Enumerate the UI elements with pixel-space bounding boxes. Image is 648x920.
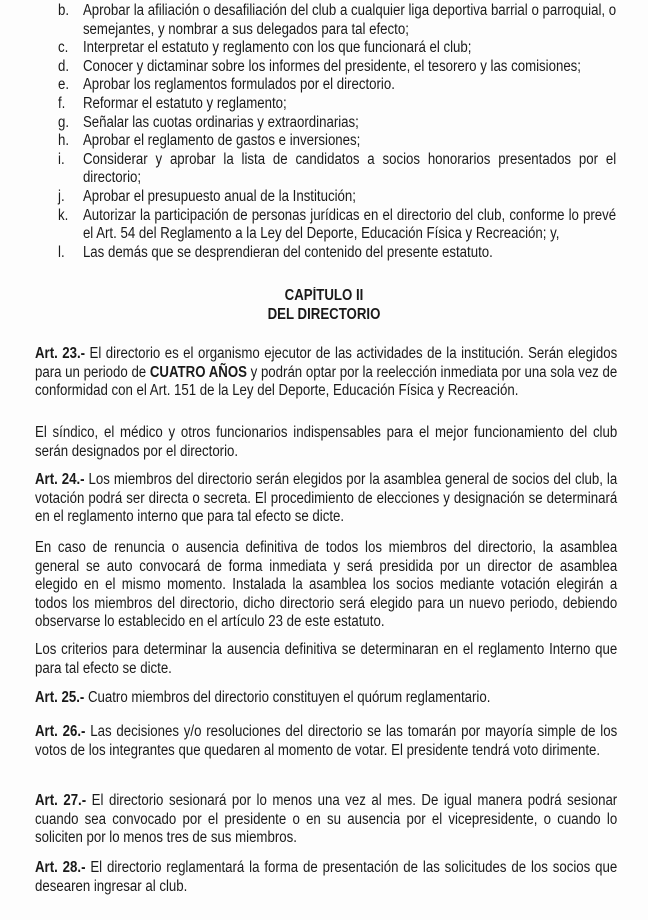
chapter-heading	[0, 287, 648, 324]
list-item	[58, 132, 616, 151]
list-marker: i.	[58, 150, 65, 168]
list-item	[58, 244, 616, 263]
paragraph-text: Los criterios para determinar la ausencia definitiva se determinaran en el reglamento Interno que para tal efecto se dicte.	[35, 641, 618, 677]
list-marker: h.	[58, 132, 70, 150]
list-marker: b.	[58, 2, 70, 19]
list-item	[58, 76, 616, 95]
article-label: Art. 25.-	[35, 689, 85, 706]
article-label: Art. 24.-	[35, 471, 85, 488]
list-item-text: Interpretar el estatuto y reglamento con los que funcionará el club;	[82, 39, 472, 57]
article-25	[35, 689, 617, 708]
article-text: El directorio reglamentará la forma de presentación de las solicitudes de los socios que desearen ingresar al club.	[35, 859, 618, 895]
article-emphasis: CUATRO AÑOS	[149, 363, 247, 381]
article-text: Las decisiones y/o resoluciones del directorio se las tomarán por mayoría simple de los votos de los integrantes que quedaren al momento de votar. El presidente tendrá voto dirimente.	[35, 723, 618, 759]
list-item-text: Considerar y aprobar la lista de candidatos a socios honorarios presentados por el directorio;	[82, 150, 617, 187]
paragraph-text: El síndico, el médico y otros funcionarios indispensables para el mejor funcionamiento del club serán designados por el directorio.	[35, 424, 618, 460]
list-item	[58, 95, 616, 114]
article-text: El directorio sesionará por lo menos una vez al mes. De igual manera podrá sesionar cuando sea convocado por el presidente o en su ausencia por el vicepresidente, o cuando lo soliciten por lo menos tres de sus miembros.	[35, 792, 618, 847]
list-item	[58, 39, 616, 58]
list-item	[58, 2, 616, 39]
list-item-text: Aprobar el presupuesto anual de la Institución;	[82, 187, 356, 205]
article-text: Cuatro miembros del directorio constituyen el quórum reglamentario.	[84, 689, 491, 706]
list-item-text: Conocer y dictaminar sobre los informes del presidente, el tesorero y las comisiones;	[82, 57, 581, 75]
list-marker: e.	[58, 76, 70, 94]
paragraph-text: En caso de renuncia o ausencia definitiva de todos los miembros del directorio, la asamblea general se auto convocará de forma inmediata y será presidida por un director de asamblea elegido en el mismo momento. Instalada la asamblea los socios mediante votación elegirán a todos los miembros del directorio, dicho directorio será elegido para un nuevo periodo, debiendo observarse lo establecido en el artículo 23 de este estatuto.	[35, 539, 618, 631]
chapter-number: CAPÍTULO II	[284, 287, 364, 304]
article-26	[35, 723, 617, 760]
list-item	[58, 188, 616, 207]
list-item	[58, 151, 616, 188]
article-label: Art. 23.-	[35, 345, 86, 362]
article-24	[35, 471, 617, 527]
article-23	[35, 345, 617, 401]
article-label: Art. 26.-	[35, 723, 86, 740]
article-text: y podrán optar por la reelección inmediata por una sola vez de conformidad con el Art. 151 de la Ley del Deporte, Educación Física y Recreación.	[35, 363, 618, 400]
list-marker: g.	[58, 113, 70, 131]
list-item-text: Las demás que se desprendieran del contenido del presente estatuto.	[82, 243, 493, 261]
chapter-title: DEL DIRECTORIO	[267, 305, 381, 323]
list-marker: c.	[58, 39, 69, 57]
powers-list	[58, 2, 616, 262]
article-24-paragraph-3	[35, 641, 617, 678]
list-marker: l.	[58, 243, 65, 261]
list-item	[58, 114, 616, 133]
list-item-text: Aprobar los reglamentos formulados por el directorio.	[82, 76, 395, 94]
article-label: Art. 28.-	[35, 859, 86, 876]
list-item-text: Señalar las cuotas ordinarias y extraordinarias;	[82, 113, 359, 131]
list-item	[58, 207, 616, 244]
article-28	[35, 859, 617, 896]
list-marker: d.	[58, 57, 70, 75]
list-item-text: Reformar el estatuto y reglamento;	[82, 94, 287, 112]
article-label: Art. 27.-	[35, 792, 87, 809]
article-text: El directorio es el organismo ejecutor de las actividades de la institución. Serán elegidos para un periodo de	[35, 345, 618, 381]
list-item-text: Aprobar el reglamento de gastos e inversiones;	[82, 132, 361, 150]
list-item-text: Autorizar la participación de personas jurídicas en el directorio del club, conforme lo prevé el Art. 54 del Reglamento a la Ley del Deporte, Educación Física y Recreación; y,	[82, 206, 617, 243]
list-item-text: Aprobar la afiliación o desafiliación del club a cualquier liga deportiva barrial o parroquial, o semejantes, y nombrar a sus delegados para tal efecto;	[82, 2, 617, 38]
article-23-paragraph-2	[35, 424, 617, 461]
article-24-paragraph-2	[35, 539, 617, 632]
article-text: Los miembros del directorio serán elegidos por la asamblea general de socios del club, la votación podrá ser directa o secreta. El procedimiento de elecciones y designación se determinará en el reglamento interno que para tal efecto se dicte.	[35, 471, 618, 526]
list-marker: f.	[58, 94, 66, 112]
list-marker: j.	[58, 187, 65, 205]
list-item	[58, 58, 616, 77]
list-marker: k.	[58, 206, 69, 224]
article-27	[35, 792, 617, 848]
